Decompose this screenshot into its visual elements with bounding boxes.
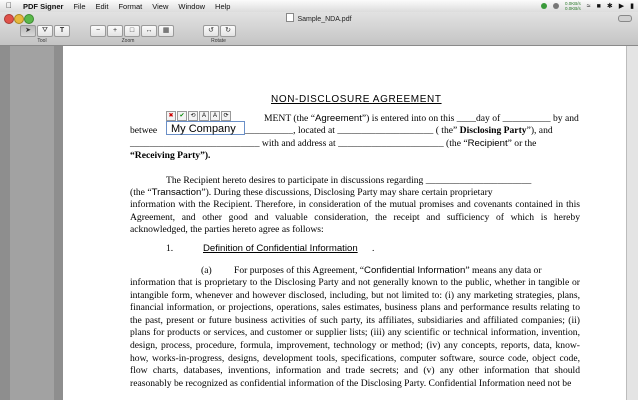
actual-size-button[interactable]	[124, 25, 140, 37]
section-heading	[203, 243, 358, 254]
field-edit-toolbar	[166, 111, 231, 120]
delete-field-icon[interactable]: ✖	[166, 111, 176, 121]
window-title	[0, 13, 638, 23]
rotate-group-label: Rotate	[211, 38, 226, 44]
fit-page-icon: ▦	[162, 27, 170, 34]
intro-text-a: MENT (the “	[264, 113, 315, 124]
apple-menu-icon[interactable]	[6, 1, 12, 10]
fit-width-button[interactable]	[141, 25, 157, 37]
net-up: 0.0KB/s	[565, 1, 581, 6]
select-tool-button[interactable]	[20, 25, 36, 37]
transaction-term: Transaction	[151, 187, 202, 198]
zoom-in-button[interactable]	[107, 25, 123, 37]
toolbar-toggle-button[interactable]	[618, 15, 632, 22]
menu-app-name[interactable]: PDF Signer	[23, 1, 64, 11]
recitals-text-b: ”). During these discussions, Disclosing Party may share certain proprietary	[201, 187, 493, 198]
menu-items	[23, 2, 240, 11]
zoom-group	[90, 25, 174, 37]
fit-width-icon: ↔	[145, 27, 153, 34]
menu-format[interactable]: Format	[118, 1, 143, 11]
tool-group	[20, 25, 70, 37]
intro-text-f: ___________________________ with and address at ______________________ (the “	[130, 138, 468, 149]
section-heading-period: .	[372, 243, 375, 254]
redo-field-icon[interactable]: ⟳	[221, 111, 231, 121]
section-number: 1.	[166, 243, 174, 254]
intro-text-b: ”) is entered into on this ____day of __________ by and	[361, 113, 579, 124]
section-heading-text: Definition of Confidential Information	[203, 243, 358, 254]
battery-icon[interactable]: ▮	[630, 3, 634, 10]
clause-a-line-1	[234, 265, 542, 277]
intro-text-e: ”), and	[526, 125, 553, 136]
receiving-party-term: “Receiving Party”).	[130, 150, 211, 161]
actual-size-icon: □	[129, 27, 135, 34]
text-tool-button[interactable]	[54, 25, 70, 37]
pdf-page[interactable]	[63, 46, 626, 400]
arrow-icon: ➤	[25, 27, 31, 34]
stamp-tool-button[interactable]	[37, 25, 53, 37]
intro-text-g: ” or the	[507, 138, 537, 149]
zoom-out-button[interactable]	[90, 25, 106, 37]
volume-icon[interactable]: ▶	[618, 3, 625, 10]
company-name-text-field[interactable]: My Company	[166, 121, 245, 135]
recitals-line-2	[130, 187, 493, 199]
intro-line-1	[264, 113, 579, 125]
confidential-info-term: Confidential Information	[364, 265, 466, 276]
zoom-in-icon: +	[112, 27, 118, 34]
zoom-out-icon: −	[95, 27, 101, 34]
menu-help[interactable]: Help	[215, 1, 231, 11]
menu-view[interactable]: View	[152, 1, 169, 11]
menu-file[interactable]: File	[73, 1, 86, 11]
rotate-left-button[interactable]	[203, 25, 219, 37]
document-icon	[286, 13, 294, 22]
vertical-scrollbar[interactable]	[626, 46, 638, 400]
rotate-left-icon: ↺	[208, 27, 214, 34]
wifi-icon[interactable]: ≈	[586, 2, 591, 10]
tray-app-icon[interactable]	[541, 3, 547, 9]
clause-a-label: (a)	[201, 265, 212, 276]
confirm-field-icon[interactable]: ✔	[177, 111, 187, 121]
tray-system-icon[interactable]	[553, 3, 559, 9]
document-title: NON-DISCLOSURE AGREEMENT	[271, 94, 442, 105]
recipient-term: Recipient	[467, 138, 508, 149]
zoom-group-label: Zoom	[121, 38, 135, 44]
lock-icon[interactable]: ■	[596, 2, 601, 10]
fit-page-button[interactable]	[158, 25, 174, 37]
window-title-text: Sample_NDA.pdf	[297, 16, 352, 23]
intro-text-d: __________, located at ____________________ ( the”	[245, 125, 460, 136]
disclosing-party-term: Disclosing Party	[459, 125, 527, 136]
rotate-right-button[interactable]	[220, 25, 236, 37]
intro-line-3	[130, 138, 536, 150]
status-area	[541, 1, 634, 11]
clause-text-a: For purposes of this Agreement, “	[234, 265, 365, 276]
sidebar-inner	[10, 46, 54, 400]
thumbnail-sidebar[interactable]	[0, 46, 64, 400]
bluetooth-icon[interactable]: ✱	[606, 3, 613, 10]
tool-group-label: Tool	[37, 38, 47, 44]
recitals-line-1: The Recipient hereto desires to participate in discussions regarding ______________________	[166, 175, 532, 186]
stamp-icon: ⛛	[42, 27, 48, 34]
text-tool-icon: T	[59, 27, 65, 34]
clause-a-paragraph: information that is proprietary to the Disclosing Party and not generally known to the public, whether in tangible or intangible form, whenever and however disclosed, including, but not limited to: (i) any marketing strategies, plans, financial information, or projections, operations, sales estimates, business plans and performance results relating to the past, present or future business activities of such party, its affiliates, subsidiaries and affiliated companies; (ii) plans for products or services, and customer or supplier lists; (iii) any scientific or technical information, invention, design, process, procedure, formula, improvement, technology or method; (iv) any concepts, reports, data, know-how, works-in-progress, designs, development tools, specifications, computer software, source code, object code, flow charts, databases, inventions, information and trade secrets; and (v) any other information that should reasonably be recognized as confidential information of the Disclosing Party. Confidential Information need not be	[130, 277, 580, 389]
net-down: 0.0KB/s	[565, 6, 581, 11]
agreement-term: Agreement	[314, 113, 362, 124]
menu-window[interactable]: Window	[178, 1, 206, 11]
intro-text-c: betwee	[130, 125, 158, 136]
recitals-text-a: (the “	[130, 187, 152, 198]
recitals-paragraph: information with the Recipient. Therefore, in consideration of the mutual promises and covenants contained in this Agreement, and other good and valuable consideration, the receipt and sufficiency of which is hereby acknowledged, the parties hereto agree as follows:	[130, 199, 580, 236]
network-speed	[565, 1, 581, 11]
rotate-right-icon: ↻	[225, 27, 231, 34]
undo-field-icon[interactable]: ⟲	[188, 111, 198, 121]
font-size-down-icon[interactable]: A	[199, 111, 209, 121]
rotate-group	[203, 25, 236, 37]
font-size-up-icon[interactable]: A	[210, 111, 220, 121]
clause-text-b: ” means any data or	[465, 265, 542, 276]
menu-edit[interactable]: Edit	[95, 1, 109, 11]
